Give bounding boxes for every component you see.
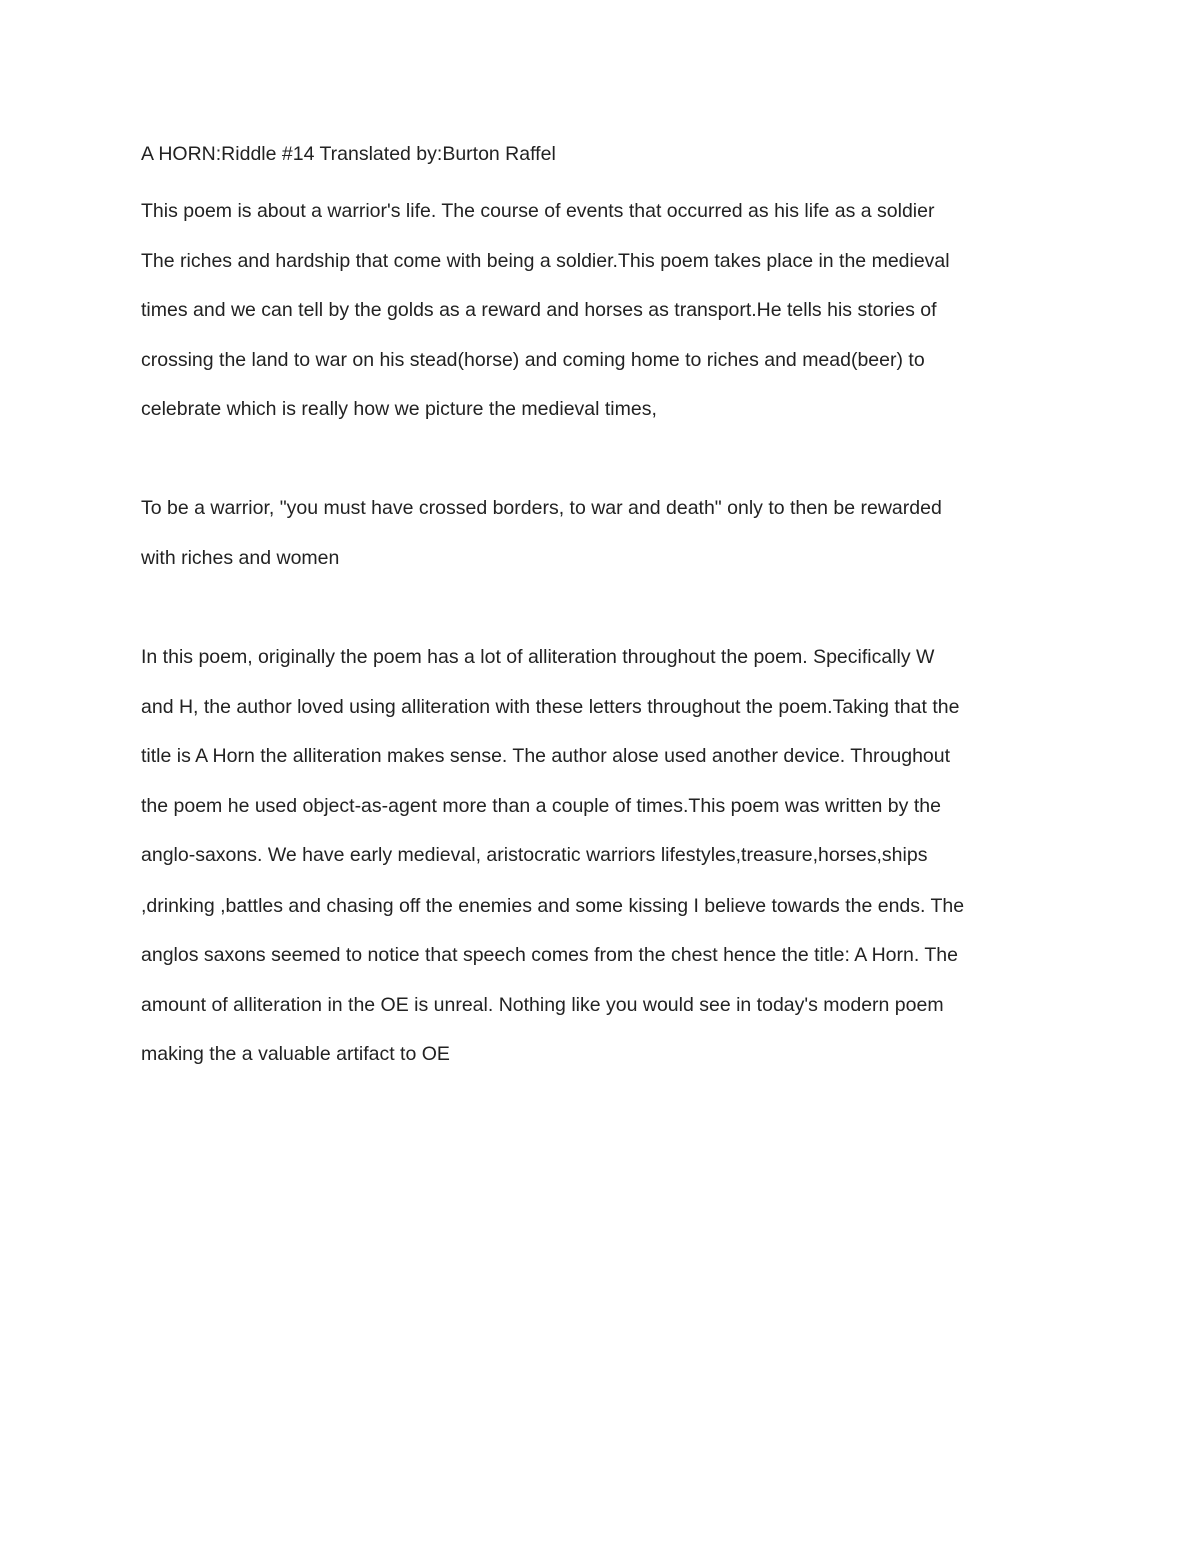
paragraph-line: This poem is about a warrior's life. The course of events that occurred as his life as a soldier <box>141 200 935 222</box>
paragraph-line: anglo-saxons. We have early medieval, aristocratic warriors lifestyles,treasure,horses,ships <box>141 844 928 866</box>
paragraph-line: times and we can tell by the golds as a reward and horses as transport.He tells his stories of <box>141 299 937 321</box>
paragraph-line: celebrate which is really how we picture the medieval times, <box>141 398 657 420</box>
paragraph-line: To be a warrior, "you must have crossed borders, to war and death" only to then be rewarded <box>141 497 942 519</box>
document-header: A HORN:Riddle #14 Translated by:Burton Raffel <box>141 143 556 165</box>
paragraph-line: crossing the land to war on his stead(horse) and coming home to riches and mead(beer) to <box>141 349 925 371</box>
paragraph-line: with riches and women <box>141 547 340 569</box>
paragraph-line: making the a valuable artifact to OE <box>141 1043 450 1065</box>
paragraph-line: anglos saxons seemed to notice that speech comes from the chest hence the title: A Horn. The <box>141 944 958 966</box>
paragraph-line: In this poem, originally the poem has a lot of alliteration throughout the poem. Specifically W <box>141 646 935 668</box>
paragraph-line: the poem he used object-as-agent more than a couple of times.This poem was written by the <box>141 795 941 817</box>
paragraph-line: ,drinking ,battles and chasing off the enemies and some kissing I believe towards the ends. The <box>141 895 965 917</box>
paragraph-line: amount of alliteration in the OE is unreal. Nothing like you would see in today's modern poem <box>141 994 944 1016</box>
paragraph-line: and H, the author loved using alliteration with these letters throughout the poem.Taking that the <box>141 696 960 718</box>
paragraph-line: The riches and hardship that come with being a soldier.This poem takes place in the medieval <box>141 250 950 272</box>
paragraph-line: title is A Horn the alliteration makes sense. The author alose used another device. Throughout <box>141 745 951 767</box>
